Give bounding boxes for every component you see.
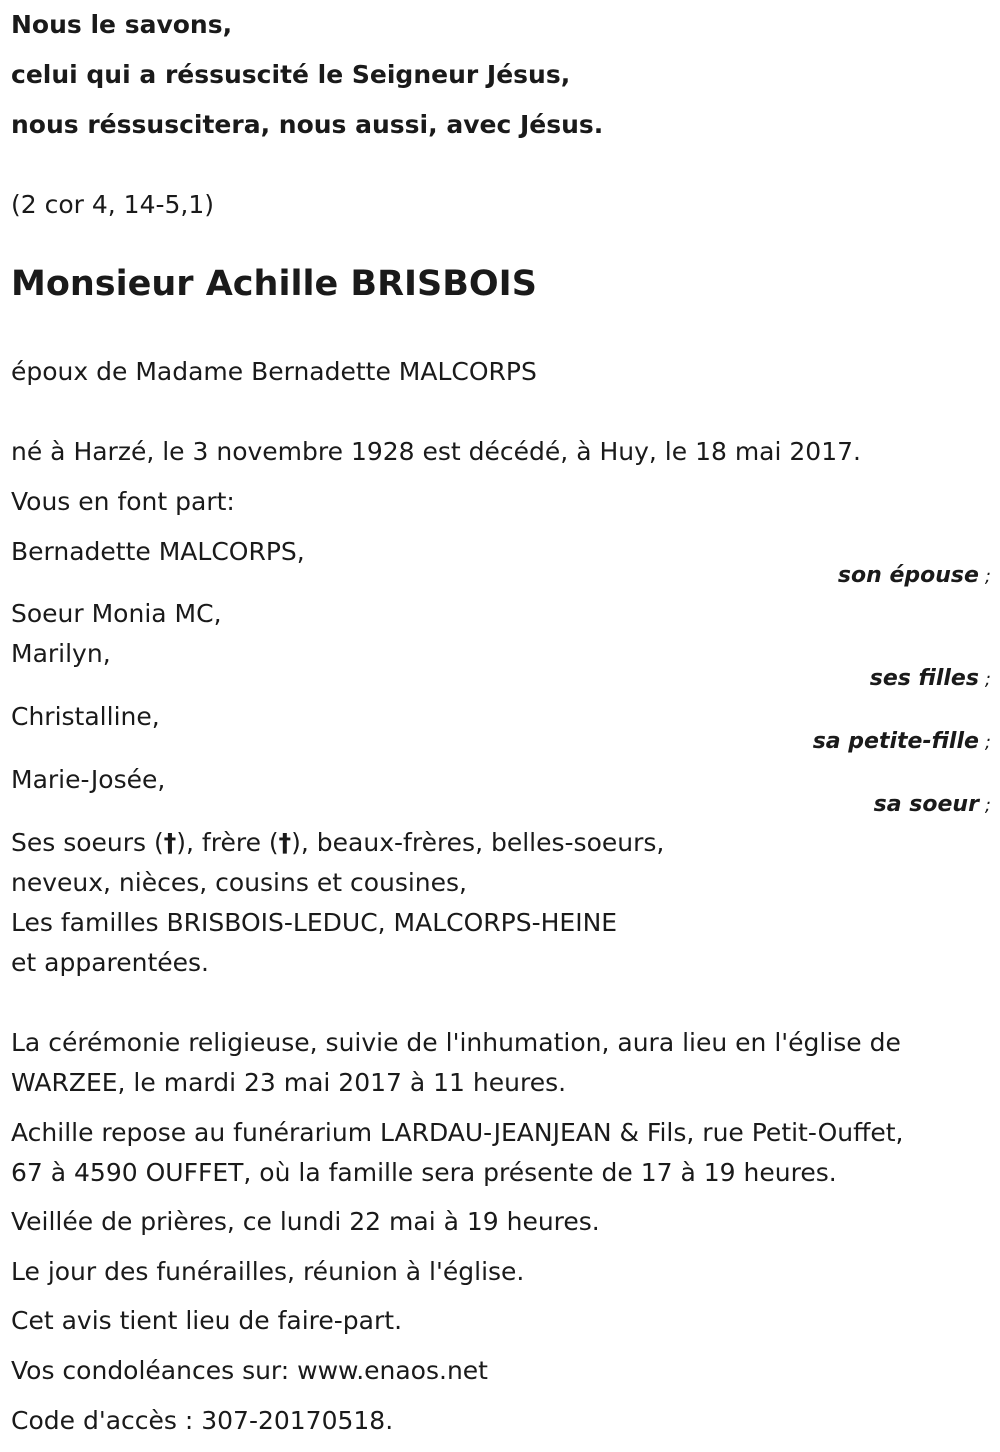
text-fragment: ), frère ( [176, 828, 279, 857]
family-name: Christalline, [11, 702, 160, 731]
family-name: Marie-Josée, [11, 765, 166, 794]
vigil-line: Veillée de prières, ce lundi 22 mai à 19 heures. [11, 1207, 600, 1236]
text-fragment: Ses soeurs ( [11, 828, 164, 857]
text-fragment: ), beaux-frères, belles-soeurs, [291, 828, 665, 857]
ceremony-line-2: WARZEE, le mardi 23 mai 2017 à 11 heures. [11, 1068, 567, 1097]
relation-separator: ; [984, 669, 991, 690]
family-relation [838, 563, 991, 590]
extended-family-line-3: Les familles BRISBOIS-LEDUC, MALCORPS-HEINE [11, 908, 618, 937]
notice-line: Cet avis tient lieu de faire-part. [11, 1306, 403, 1335]
quote-reference: (2 cor 4, 14-5,1) [11, 190, 215, 219]
access-code-line: Code d'accès : 307-20170518. [11, 1406, 394, 1435]
family-relation [874, 792, 991, 819]
relation-label: sa soeur [873, 792, 979, 817]
quote-line-2: celui qui a réssuscité le Seigneur Jésus, [11, 60, 571, 89]
meeting-line: Le jour des funérailles, réunion à l'église. [11, 1257, 525, 1286]
family-relation [813, 729, 991, 756]
relation-separator: ; [984, 732, 991, 753]
extended-family-line-4: et apparentées. [11, 948, 209, 977]
relation-label: son épouse [837, 563, 979, 588]
relation-separator: ; [984, 795, 991, 816]
relation-label: sa petite-fille [812, 729, 979, 754]
family-name: Bernadette MALCORPS, [11, 537, 305, 566]
extended-family-line-2: neveux, nièces, cousins et cousines, [11, 868, 468, 897]
quote-line-3: nous réssuscitera, nous aussi, avec Jésus. [11, 110, 604, 139]
funerarium-line-2: 67 à 4590 OUFFET, où la famille sera présente de 17 à 19 heures. [11, 1158, 837, 1187]
extended-family-line-1 [11, 828, 664, 858]
announcers-intro: Vous en font part: [11, 487, 235, 516]
quote-line-1: Nous le savons, [11, 10, 233, 39]
relation-separator: ; [984, 566, 991, 587]
cross-icon: † [278, 828, 292, 857]
birth-death-line: né à Harzé, le 3 novembre 1928 est décédé, à Huy, le 18 mai 2017. [11, 437, 861, 466]
condolences-line: Vos condoléances sur: www.enaos.net [11, 1356, 488, 1385]
ceremony-line-1: La cérémonie religieuse, suivie de l'inhumation, aura lieu en l'église de [11, 1028, 901, 1057]
family-name: Soeur Monia MC, [11, 599, 222, 628]
funerarium-line-1: Achille repose au funérarium LARDAU-JEANJEAN & Fils, rue Petit-Ouffet, [11, 1118, 904, 1147]
family-name: Marilyn, [11, 639, 111, 668]
deceased-name: Monsieur Achille BRISBOIS [11, 264, 537, 304]
cross-icon: † [163, 828, 177, 857]
spouse-line: époux de Madame Bernadette MALCORPS [11, 357, 537, 386]
relation-label: ses filles [869, 666, 979, 691]
family-relation [870, 666, 991, 693]
